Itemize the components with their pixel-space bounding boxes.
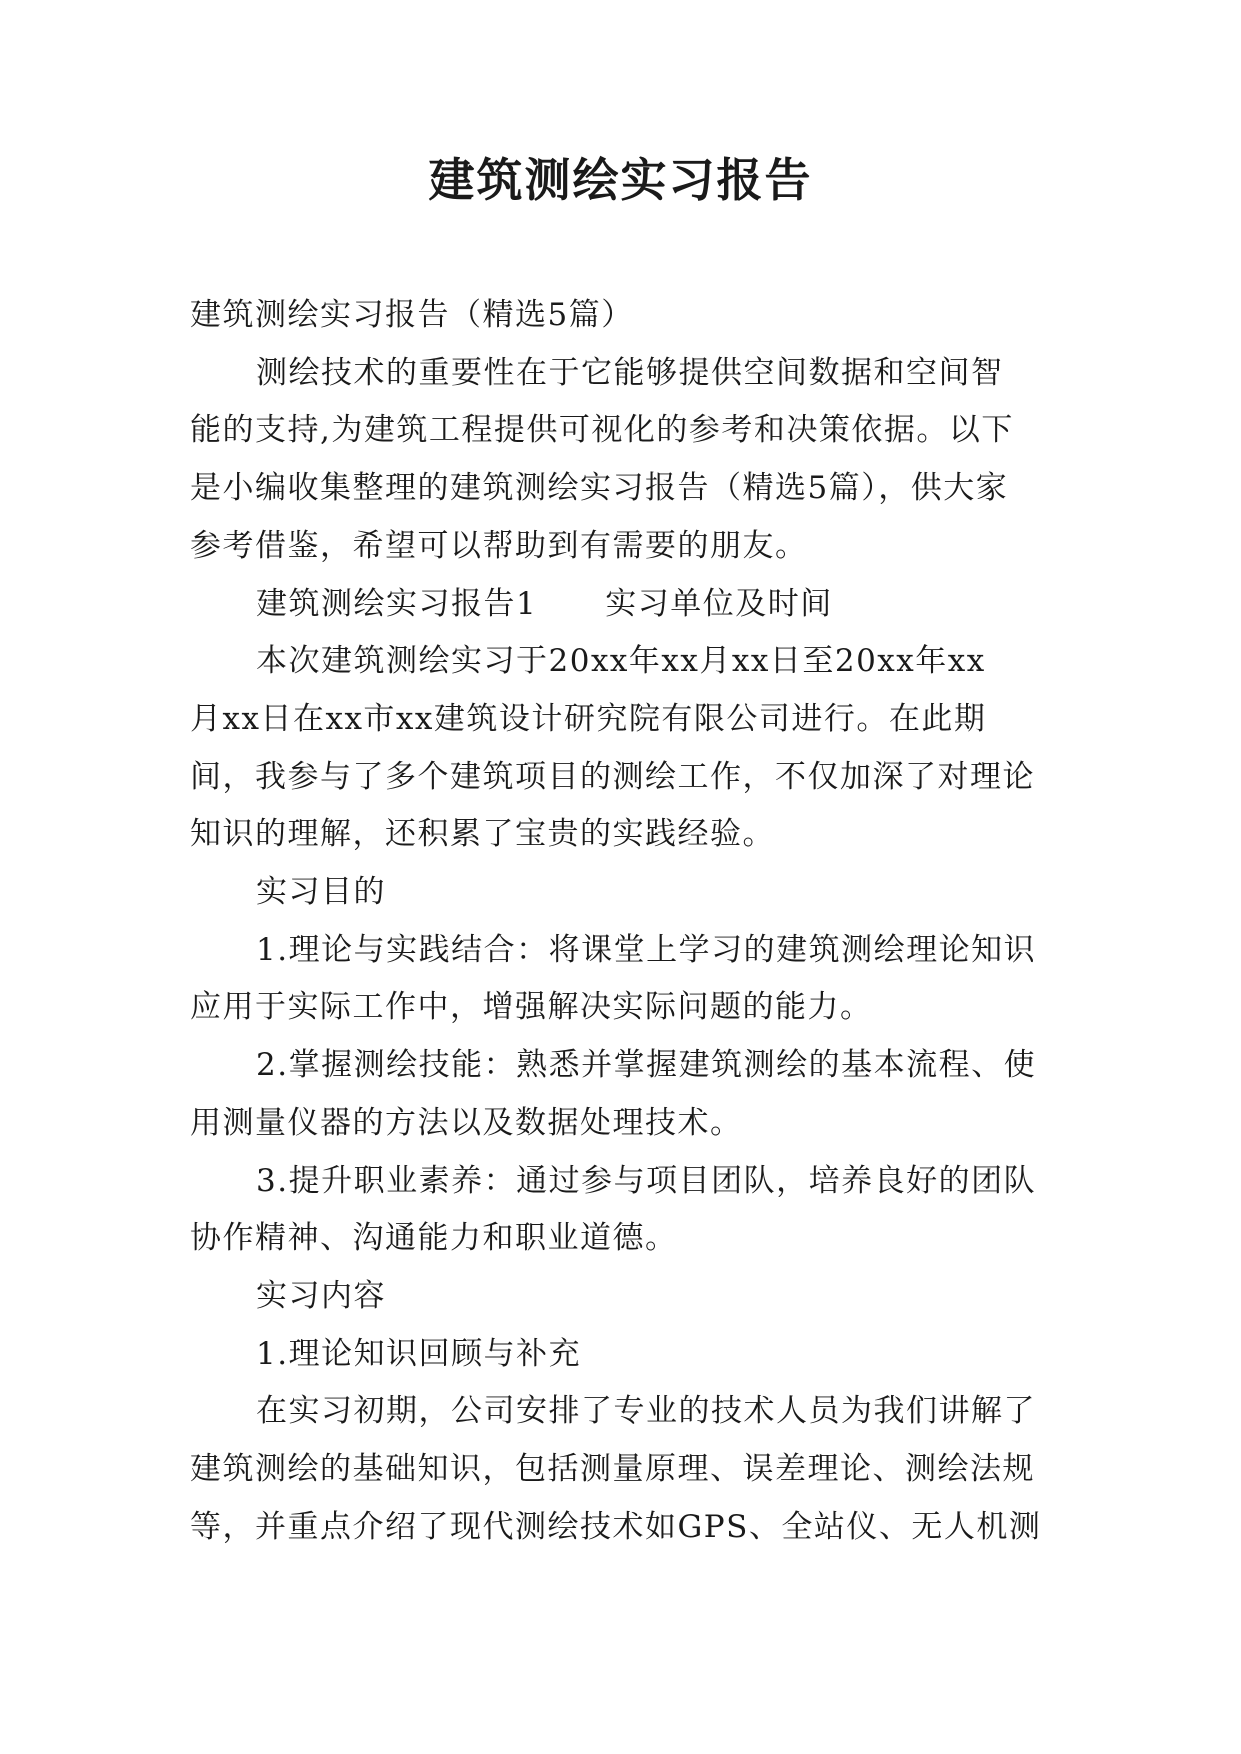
paragraph-line: 测绘技术的重要性在于它能够提供空间数据和空间智 [256, 354, 1004, 391]
document-body [190, 287, 1050, 1556]
paragraph-line: 能的支持,为建筑工程提供可视化的参考和决策依据。以下 [190, 412, 1014, 449]
list-item-line: 1.理论与实践结合：将课堂上学习的建筑测绘理论知识 [256, 931, 1037, 968]
section-heading: 实习单位及时间 [605, 585, 833, 622]
paragraph-line: 等，并重点介绍了现代测绘技术如GPS、全站仪、无人机测 [190, 1508, 1042, 1545]
paragraph-line: 建筑测绘的基础知识，包括测量原理、误差理论、测绘法规 [190, 1451, 1035, 1488]
report-number-heading: 建筑测绘实习报告1 [256, 585, 538, 622]
paragraph-line: 知识的理解，还积累了宝贵的实践经验。 [190, 816, 775, 853]
list-item-line: 用测量仪器的方法以及数据处理技术。 [190, 1104, 743, 1141]
paragraph-line: 本次建筑测绘实习于20xx年xx月xx日至20xx年xx [256, 643, 986, 680]
paragraph-line: 在实习初期，公司安排了专业的技术人员为我们讲解了 [256, 1393, 1036, 1430]
document-title: 建筑测绘实习报告 [428, 153, 813, 207]
list-item-line: 3.提升职业素养：通过参与项目团队，培养良好的团队 [256, 1162, 1037, 1199]
section-heading: 实习内容 [256, 1277, 386, 1314]
paragraph-line: 参考借鉴，希望可以帮助到有需要的朋友。 [190, 527, 808, 564]
list-item-line: 应用于实际工作中，增强解决实际问题的能力。 [190, 989, 873, 1026]
subtitle-line: 建筑测绘实习报告（精选5篇） [190, 297, 634, 333]
section-heading-line [190, 576, 1050, 634]
list-item-line: 协作精神、沟通能力和职业道德。 [190, 1220, 678, 1257]
list-item-line: 2.掌握测绘技能：熟悉并掌握建筑测绘的基本流程、使 [256, 1047, 1037, 1084]
paragraph-line: 间，我参与了多个建筑项目的测绘工作，不仅加深了对理论 [190, 758, 1035, 795]
section-heading: 实习目的 [256, 874, 386, 911]
subsection-heading: 1.理论知识回顾与补充 [256, 1335, 582, 1372]
paragraph-line: 是小编收集整理的建筑测绘实习报告（精选5篇），供大家 [190, 470, 1009, 507]
paragraph-line: 月xx日在xx市xx建筑设计研究院有限公司进行。在此期 [190, 700, 987, 737]
